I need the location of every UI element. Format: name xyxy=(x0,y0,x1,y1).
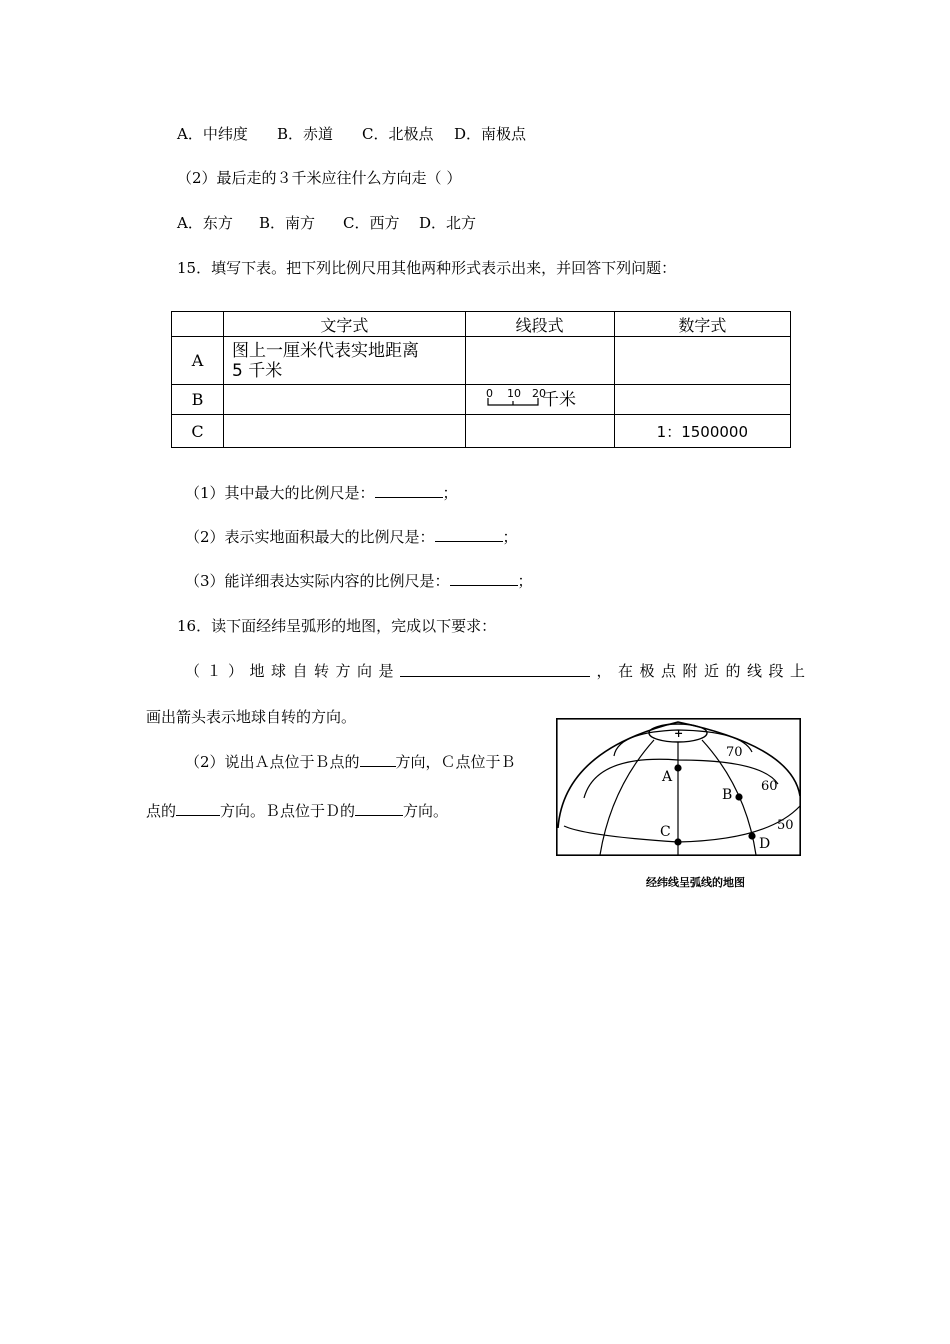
text-scale-cell xyxy=(224,385,466,415)
question-text: （1）其中最大的比例尺是： xyxy=(185,484,375,502)
table-row xyxy=(172,385,791,415)
header-cell: 线段式 xyxy=(465,312,614,337)
line-scale-bar xyxy=(466,385,614,414)
question-text: 方向。 xyxy=(403,802,449,820)
label-d: D xyxy=(759,836,771,852)
char: （ xyxy=(185,662,201,680)
char: 点 xyxy=(660,662,676,680)
question-text: 方向。Ｂ点位于Ｄ的 xyxy=(220,802,356,820)
question-text: （2）表示实地面积最大的比例尺是： xyxy=(185,528,435,546)
table-header-row xyxy=(172,312,791,337)
char: ） xyxy=(228,662,244,680)
q15-question-3 xyxy=(185,571,533,591)
q16-sub1 xyxy=(185,660,805,681)
map-caption: 经纬线呈弧线的地图 xyxy=(646,876,745,889)
pole-mark: + xyxy=(674,727,684,740)
table-row xyxy=(172,415,791,448)
semicolon: ； xyxy=(442,484,458,502)
label-lat-60: 60 xyxy=(761,779,778,794)
question-text: （2）说出Ａ点位于Ｂ点的 xyxy=(185,753,360,771)
char: 球 xyxy=(271,662,287,680)
point-b xyxy=(735,793,742,800)
text-scale-line2: 5 千米 xyxy=(232,360,283,381)
row-label: A xyxy=(172,337,224,385)
answer-blank[interactable] xyxy=(375,483,443,498)
question-text: （3）能详细表达实际内容的比例尺是： xyxy=(185,572,450,590)
char: １ xyxy=(206,662,222,680)
q14-options-2 xyxy=(177,213,476,233)
option-c: C．西方 xyxy=(343,214,400,232)
option-d: D．南极点 xyxy=(454,125,527,143)
option-a: A．东方 xyxy=(177,214,233,232)
answer-blank[interactable] xyxy=(360,752,396,767)
q16-sub2-line1 xyxy=(185,752,516,772)
char: 转 xyxy=(314,662,330,680)
text-scale-line1: 图上一厘米代表实地距离 xyxy=(232,340,420,361)
tick-label: 0 xyxy=(485,387,493,400)
option-b: B．赤道 xyxy=(277,125,334,143)
row-label: B xyxy=(172,385,224,415)
char: 自 xyxy=(292,662,308,680)
line-scale-cell xyxy=(465,415,614,448)
num-scale-cell xyxy=(614,385,790,415)
option-d: D．北方 xyxy=(419,214,477,232)
header-cell: 数字式 xyxy=(614,312,790,337)
header-cell: 文字式 xyxy=(224,312,466,337)
q16-sub2-line2 xyxy=(146,801,448,821)
text-scale-cell xyxy=(224,415,466,448)
answer-blank[interactable] xyxy=(450,571,518,586)
tick-label: 20 xyxy=(531,387,546,400)
option-b: B．南方 xyxy=(259,214,316,232)
q14-sub2: （2）最后走的３千米应往什么方向走（ ） xyxy=(177,169,462,187)
q16-title: 16．读下面经纬呈弧形的地图，完成以下要求： xyxy=(177,617,497,635)
label-a: A xyxy=(662,769,673,785)
unit-label: 千米 xyxy=(541,390,576,410)
header-cell xyxy=(172,312,224,337)
char: 地 xyxy=(249,662,265,680)
char: 线 xyxy=(746,662,762,680)
char: 是 xyxy=(378,662,394,680)
q16-sub1-line2: 画出箭头表示地球自转的方向。 xyxy=(146,708,357,726)
tick-label: 10 xyxy=(506,387,521,400)
point-a xyxy=(674,764,681,771)
char: ， xyxy=(596,662,612,680)
row-label: C xyxy=(172,415,224,448)
arc-graticule-map xyxy=(556,718,801,856)
option-a: A．中纬度 xyxy=(177,125,248,143)
label-b: B xyxy=(722,787,733,803)
char: 近 xyxy=(703,662,719,680)
label-lat-70: 70 xyxy=(726,745,743,760)
point-c xyxy=(674,838,681,845)
line-scale-cell xyxy=(465,337,614,385)
table-row xyxy=(172,337,791,385)
char: 段 xyxy=(768,662,784,680)
char: 在 xyxy=(617,662,633,680)
answer-blank[interactable] xyxy=(435,527,503,542)
answer-blank[interactable] xyxy=(176,801,220,816)
semicolon: ； xyxy=(502,528,518,546)
char: 极 xyxy=(639,662,655,680)
q15-question-2 xyxy=(185,527,518,547)
char: 上 xyxy=(789,662,805,680)
q15-question-1 xyxy=(185,483,458,503)
char: 的 xyxy=(725,662,741,680)
q14-options-1 xyxy=(177,124,526,144)
num-scale-cell xyxy=(614,337,790,385)
char: 附 xyxy=(682,662,698,680)
answer-blank[interactable] xyxy=(355,801,403,816)
option-c: C．北极点 xyxy=(362,125,434,143)
label-lat-50: 50 xyxy=(777,818,794,833)
answer-blank[interactable] xyxy=(400,660,590,677)
q15-title: 15．填写下表。把下列比例尺用其他两种形式表示出来，并回答下列问题： xyxy=(177,259,677,277)
label-c: C xyxy=(660,824,671,840)
scale-table xyxy=(171,311,791,448)
text-scale-cell xyxy=(224,337,466,385)
question-text: 点的 xyxy=(146,802,177,820)
num-scale-cell: 1：1500000 xyxy=(614,415,790,448)
semicolon: ； xyxy=(517,572,533,590)
char: 向 xyxy=(357,662,373,680)
line-scale-cell xyxy=(465,385,614,415)
question-text: 方向，Ｃ点位于Ｂ xyxy=(395,753,516,771)
point-d xyxy=(748,832,755,839)
char: 方 xyxy=(335,662,351,680)
